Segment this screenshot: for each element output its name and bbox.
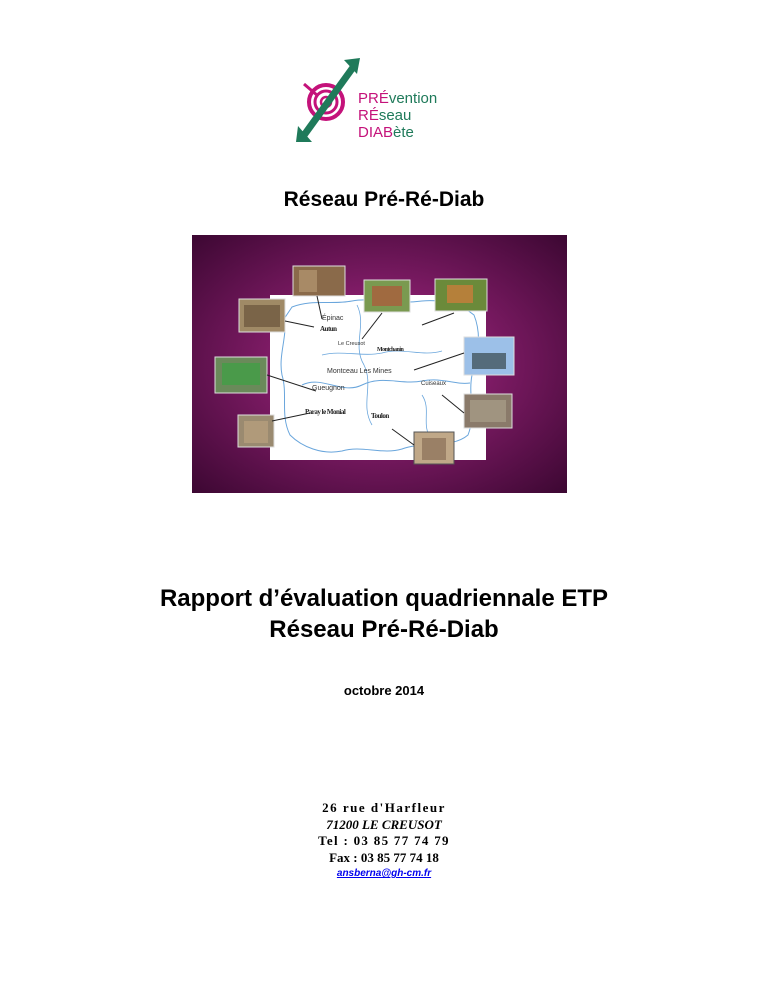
logo: [294, 56, 458, 148]
report-date: octobre 2014: [343, 683, 425, 698]
logo-line1-highlight: PRÉ: [358, 90, 389, 107]
town-toulon: Toulon: [371, 412, 389, 420]
address-tel: Tel : 03 85 77 74 79: [318, 833, 450, 848]
address-block: [0, 800, 768, 883]
map-rivers-arrows: [192, 235, 567, 493]
town-montchanin: Montchanin: [377, 347, 404, 353]
email-link[interactable]: ansberna@gh-cm.fr: [336, 868, 432, 879]
town-epinac: Épinac: [322, 315, 344, 322]
network-title: Réseau Pré-Ré-Diab: [283, 188, 485, 211]
main-title-line1: Rapport d’évaluation quadriennale ETP: [159, 585, 609, 612]
network-map: [192, 235, 567, 493]
town-cuiseaux: Cuiseaux: [421, 381, 447, 387]
town-autun: Autun: [320, 325, 337, 333]
logo-line2-rest: seau: [378, 107, 412, 124]
logo-line1-rest: vention: [388, 90, 438, 107]
address-street: 26 rue d'Harfleur: [322, 800, 446, 815]
town-paray: Paray le Monial: [305, 408, 346, 416]
logo-text: [358, 90, 437, 141]
logo-line2-highlight: RÉ: [358, 107, 379, 124]
town-le-creusot: Le Creusot: [338, 341, 365, 347]
main-title: [0, 583, 768, 645]
logo-line3-rest: ète: [393, 124, 414, 141]
town-gueugnon: Gueugnon: [312, 385, 345, 392]
address-city: 71200 LE CREUSOT: [326, 816, 442, 832]
town-montceau: Montceau Les Mines: [327, 368, 392, 375]
main-title-line2: Réseau Pré-Ré-Diab: [269, 616, 499, 643]
logo-emblem-icon: [294, 56, 364, 148]
address-fax: Fax : 03 85 77 74 18: [329, 849, 439, 865]
logo-line3-highlight: DIAB: [358, 124, 394, 141]
